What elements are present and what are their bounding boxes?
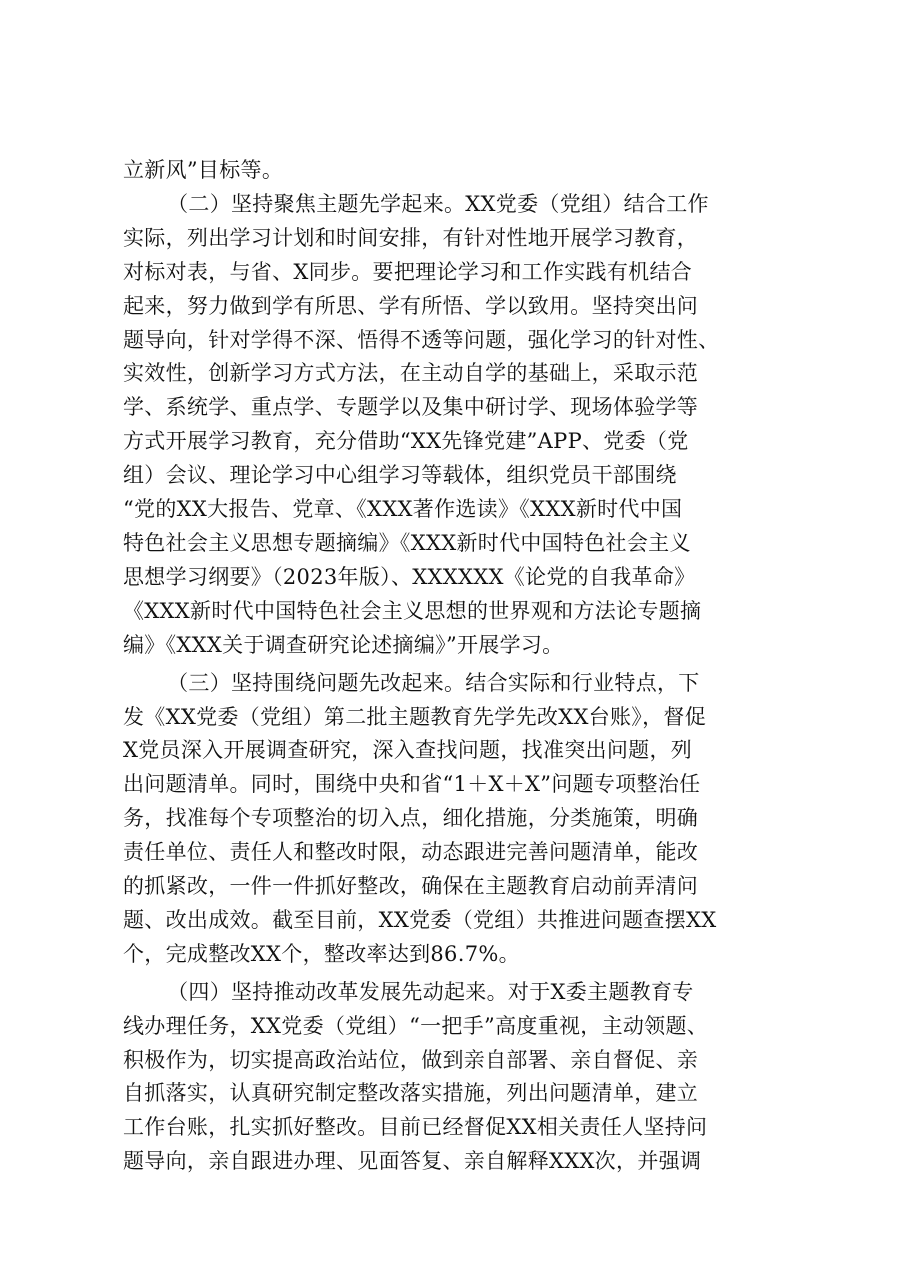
paragraph-section-four: （四）坚持推动改革发展先动起来。对于X委主题教育专 线办理任务，XX党委（党组）“一把手”高度重视，主动领题、 积极作为，切实提高政治站位，做到亲自部署、亲自督促、亲 自抓落实，认真研究制定整改落实措施，列出问题清单，建立 工作台账，扎实抓好整改。目前已经督促XX相关责任人坚持问 题导向，亲自跟进办理、见面答复、亲自解释XXX次，并强调 <box>123 979 709 1174</box>
document-body <box>123 154 803 1179</box>
paragraph-section-three: （三）坚持围绕问题先改起来。结合实际和行业特点，下 发《XX党委（党组）第二批主题教育先学先改XX台账》，督促 X党员深入开展调查研究，深入查找问题，找准突出问题，列 出问题清单。同时，围绕中央和省“1＋X＋X”问题专项整治任 务，找准每个专项整治的切入点，细化措施，分类施策，明确 责任单位、责任人和整改时限，动态跟进完善问题清单，能改 的抓紧改，一件一件抓好整改，确保在主题教育启动前弄清问 题、改出成效。截至目前，XX党委（党组）共推进问题查摆XX 个，完成整改XX个，整改率达到86.7%。 <box>123 670 717 966</box>
paragraph-continued-intro: 立新风”目标等。 <box>123 158 284 182</box>
paragraph-section-two: （二）坚持聚焦主题先学起来。XX党委（党组）结合工作 实际，列出学习计划和时间安排，有针对性地开展学习教育， 对标对表，与省、X同步。要把理论学习和工作实践有机结合 起来，努力做到学有所思、学有所悟、学以致用。坚持突出问 题导向，针对学得不深、悟得不透等问题，强化学习的针对性、 实效性，创新学习方式方法，在主动自学的基础上，采取示范 学、系统学、重点学、专题学以及集中研讨学、现场体验学等 方式开展学习教育，充分借助“XX先锋党建”APP、党委（党 组）会议、理论学习中心组学习等载体，组织党员干部围绕 “党的XX大报告、党章、《XXX著作选读》《XXX新时代中国 特色社会主义思想专题摘编》《XXX新时代中国特色社会主义 思想学习纲要》（2023年版）、XXXXXX《论党的自我革命》 《XXX新时代中国特色社会主义思想的世界观和方法论专题摘 编》《XXX关于调查研究论述摘编》”开展学习。 <box>123 191 720 657</box>
